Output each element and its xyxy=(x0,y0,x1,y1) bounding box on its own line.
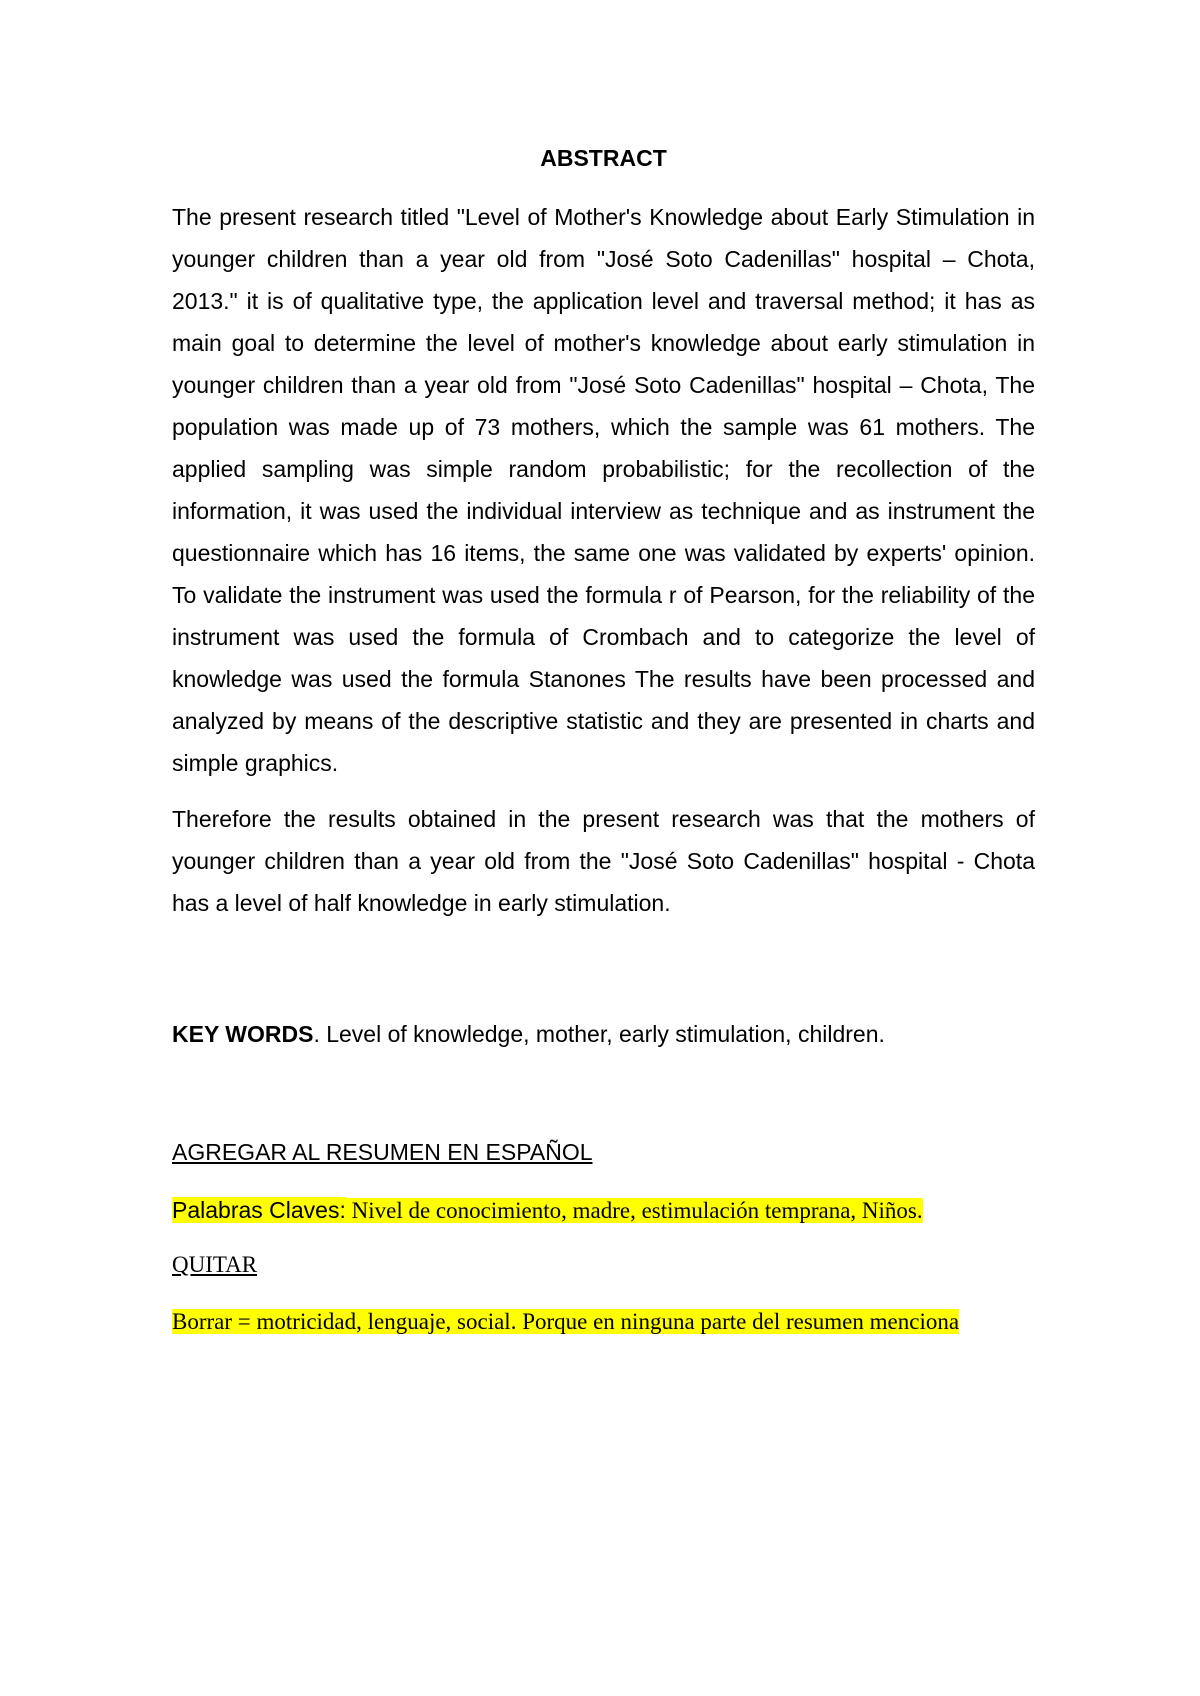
abstract-paragraph-1: The present research titled "Level of Mother's Knowledge about Early Stimulation in younger children than a year old from "José Soto Cadenillas" hospital – Chota, 2013." it is of qualitative type, the application level and traversal method; it has as main goal to determine the level of mother's knowledge about early stimulation in younger children than a year old from "José Soto Cadenillas" hospital – Chota, The population was made up of 73 mothers, which the sample was 61 mothers. The applied sampling was simple random probabilistic; for the recollection of the information, it was used the individual interview as technique and as instrument the questionnaire which has 16 items, the same one was validated by experts' opinion. To validate the instrument was used the formula r of Pearson, for the reliability of the instrument was used the formula of Crombach and to categorize the level of knowledge was used the formula Stanones The results have been processed and analyzed by means of the descriptive statistic and they are presented in charts and simple graphics. xyxy=(172,204,1035,776)
spanish-summary-heading-text: AGREGAR AL RESUMEN EN ESPAÑOL xyxy=(172,1139,593,1165)
palabras-claves-text: Nivel de conocimiento, madre, estimulación temprana, Niños. xyxy=(345,1198,923,1223)
palabras-claves-label: Palabras Claves: xyxy=(172,1197,346,1223)
keywords-line xyxy=(172,1016,1035,1052)
borrar-line xyxy=(172,1303,1035,1340)
keywords-text: . Level of knowledge, mother, early stimulation, children. xyxy=(313,1021,885,1047)
abstract-paragraph-2: Therefore the results obtained in the present research was that the mothers of younger children than a year old from the "José Soto Cadenillas" hospital - Chota has a level of half knowledge in early stimulation. xyxy=(172,806,1035,916)
borrar-text: Borrar = motricidad, lenguaje, social. Porque en ninguna parte del resumen menciona xyxy=(172,1309,960,1334)
document-body xyxy=(172,140,1035,1340)
spanish-summary-heading xyxy=(172,1134,1035,1170)
quitar-heading: QUITAR xyxy=(172,1252,258,1277)
abstract-title: ABSTRACT xyxy=(540,145,667,171)
keywords-label: KEY WORDS xyxy=(172,1021,314,1047)
heading-underline-tail xyxy=(593,1134,609,1170)
palabras-claves-line xyxy=(172,1192,1035,1229)
